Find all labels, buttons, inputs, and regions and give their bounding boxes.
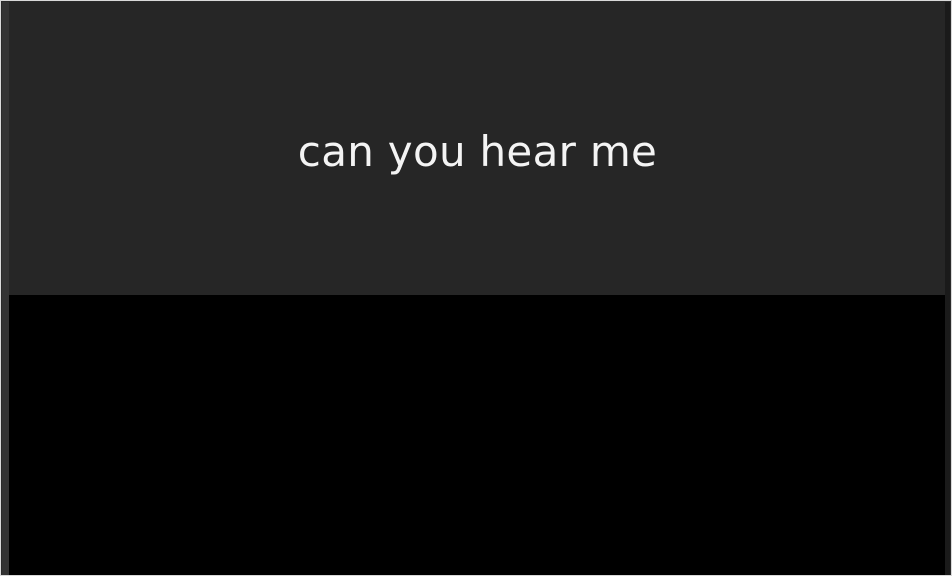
video-area [9,295,946,576]
caption-panel [9,2,946,295]
window-left-edge [2,2,9,576]
caption-text: can you hear me [297,127,658,176]
window-right-edge [945,2,950,576]
